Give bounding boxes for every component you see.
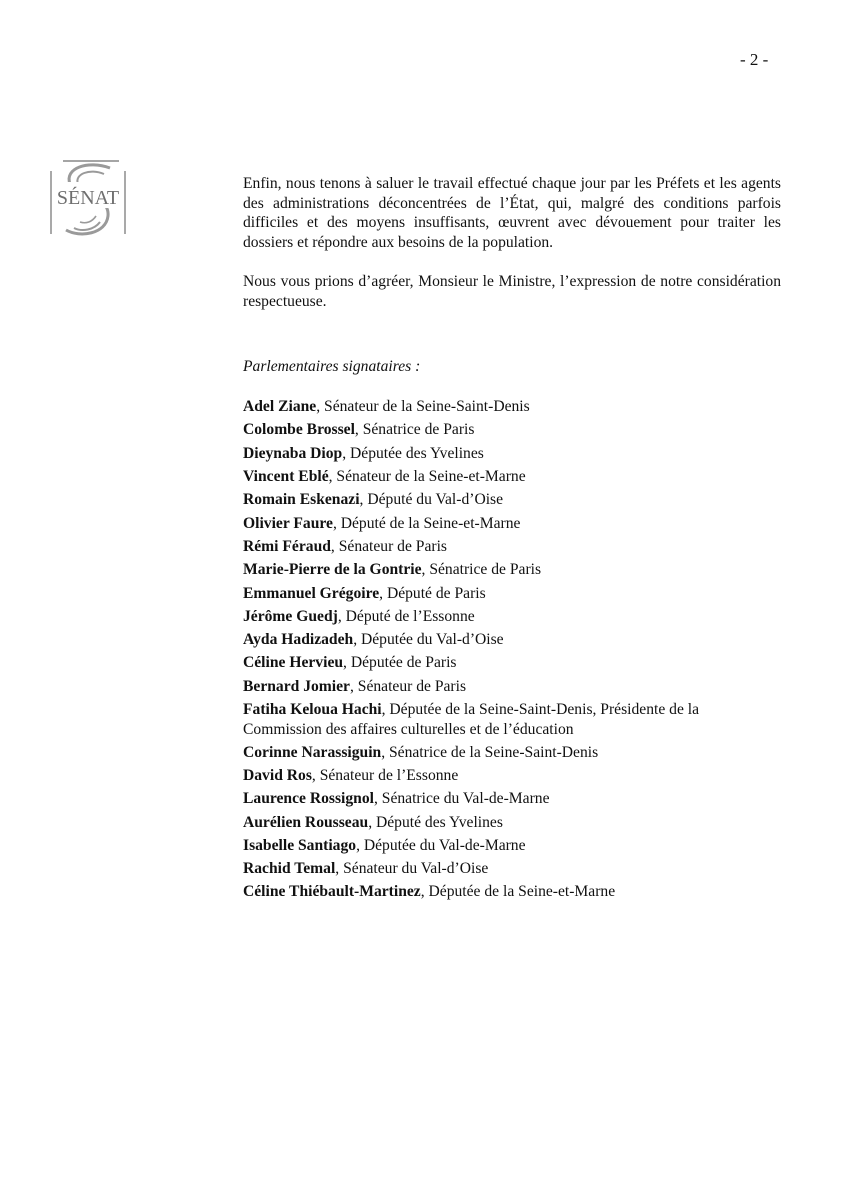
signatory-name: Colombe Brossel (243, 421, 355, 439)
signatory-item (243, 605, 723, 628)
signatory-item (243, 834, 723, 857)
signatory-name: Rachid Temal (243, 860, 336, 878)
signatory-item (243, 558, 723, 581)
signatory-item (243, 395, 723, 418)
signatory-item (243, 880, 723, 903)
signatory-title: , Député de Paris (379, 584, 486, 602)
signatory-item (243, 628, 723, 651)
signatory-name: Romain Eskenazi (243, 491, 360, 509)
signatory-item (243, 811, 723, 834)
signatory-title: , Députée du Val-d’Oise (353, 631, 504, 649)
signatory-name: Aurélien Rousseau (243, 813, 369, 831)
signatory-name: Olivier Faure (243, 514, 333, 532)
signatory-title: , Député du Val-d’Oise (359, 491, 504, 509)
signatory-title: , Sénateur de l’Essonne (311, 766, 459, 784)
signatory-title: , Députée de Paris (343, 654, 457, 672)
signatory-title: , Députée des Yvelines (342, 444, 484, 462)
signatory-item (243, 857, 723, 880)
signatory-title: , Sénatrice de Paris (354, 421, 475, 439)
signatory-title: , Députée du Val-de-Marne (356, 836, 526, 854)
page-number: - 2 - (740, 50, 769, 69)
signatories-heading: Parlementaires signataires : (243, 357, 421, 375)
signatory-name: Fatiha Keloua Hachi (243, 701, 382, 719)
signatory-title: , Sénatrice de Paris (421, 561, 542, 579)
signatory-name: Isabelle Santiago (243, 836, 357, 854)
signatory-item (243, 418, 723, 441)
signatory-title: , Député de l’Essonne (337, 607, 475, 625)
signatory-title: , Sénateur de la Seine-Saint-Denis (316, 398, 530, 416)
letter-body (243, 174, 781, 904)
signatory-name: Céline Hervieu (243, 654, 344, 672)
signatory-name: Bernard Jomier (243, 677, 350, 695)
signatory-item (243, 465, 723, 488)
salutation-paragraph: Nous vous prions d’agréer, Monsieur le Ministre, l’expression de notre considération respectueuse. (243, 273, 781, 310)
signatory-item (243, 700, 723, 740)
signatory-title: , Sénateur du Val-d’Oise (335, 860, 489, 878)
signatory-title: , Sénatrice de la Seine-Saint-Denis (381, 743, 599, 761)
signatory-item (243, 675, 723, 698)
signatory-name: Marie-Pierre de la Gontrie (243, 561, 422, 579)
senat-logo-icon (48, 158, 128, 242)
signatory-item (243, 741, 723, 764)
signatory-item (243, 535, 723, 558)
signatory-name: Céline Thiébault-Martinez (243, 883, 421, 901)
signatory-item (243, 582, 723, 605)
signatory-title: , Député des Yvelines (368, 813, 503, 831)
signatory-title: , Député de la Seine-et-Marne (332, 514, 521, 532)
signatory-name: Laurence Rossignol (243, 790, 374, 808)
signatory-item (243, 764, 723, 787)
signatory-name: Adel Ziane (243, 398, 317, 416)
signatory-title: , Sénateur de Paris (330, 537, 447, 555)
signatory-name: Corinne Narassiguin (243, 743, 382, 761)
signatory-item (243, 512, 723, 535)
svg-text:SÉNAT: SÉNAT (56, 187, 120, 209)
signatory-item (243, 488, 723, 511)
signatory-name: Vincent Eblé (243, 468, 329, 486)
signatory-name: David Ros (243, 766, 312, 784)
signatory-title: , Sénateur de la Seine-et-Marne (328, 468, 526, 486)
signatory-title: , Députée de la Seine-Saint-Denis, Présidente de la Commission des affaires culturelles et de l’éducation (243, 701, 700, 738)
signatory-item (243, 787, 723, 810)
signatory-name: Emmanuel Grégoire (243, 584, 380, 602)
signatory-name: Jérôme Guedj (243, 607, 338, 625)
signatory-name: Dieynaba Diop (243, 444, 343, 462)
signatory-name: Rémi Féraud (243, 537, 331, 555)
senat-logo (48, 158, 128, 242)
signatory-title: , Députée de la Seine-et-Marne (420, 883, 616, 901)
signatory-item (243, 651, 723, 674)
signatory-name: Ayda Hadizadeh (243, 631, 354, 649)
closing-paragraph: Enfin, nous tenons à saluer le travail effectué chaque jour par les Préfets et les agents des administrations déconcentrées de l’État, qui, malgré des conditions parfois difficiles et des moyens insuffisants, œuvrent avec dévouement pour traiter les dossiers et répondre aux besoins de la population. (243, 175, 781, 251)
signatory-title: , Sénatrice du Val-de-Marne (373, 790, 550, 808)
signatory-item (243, 442, 723, 465)
signatory-title: , Sénateur de Paris (349, 677, 467, 695)
signatories-list (243, 395, 723, 904)
